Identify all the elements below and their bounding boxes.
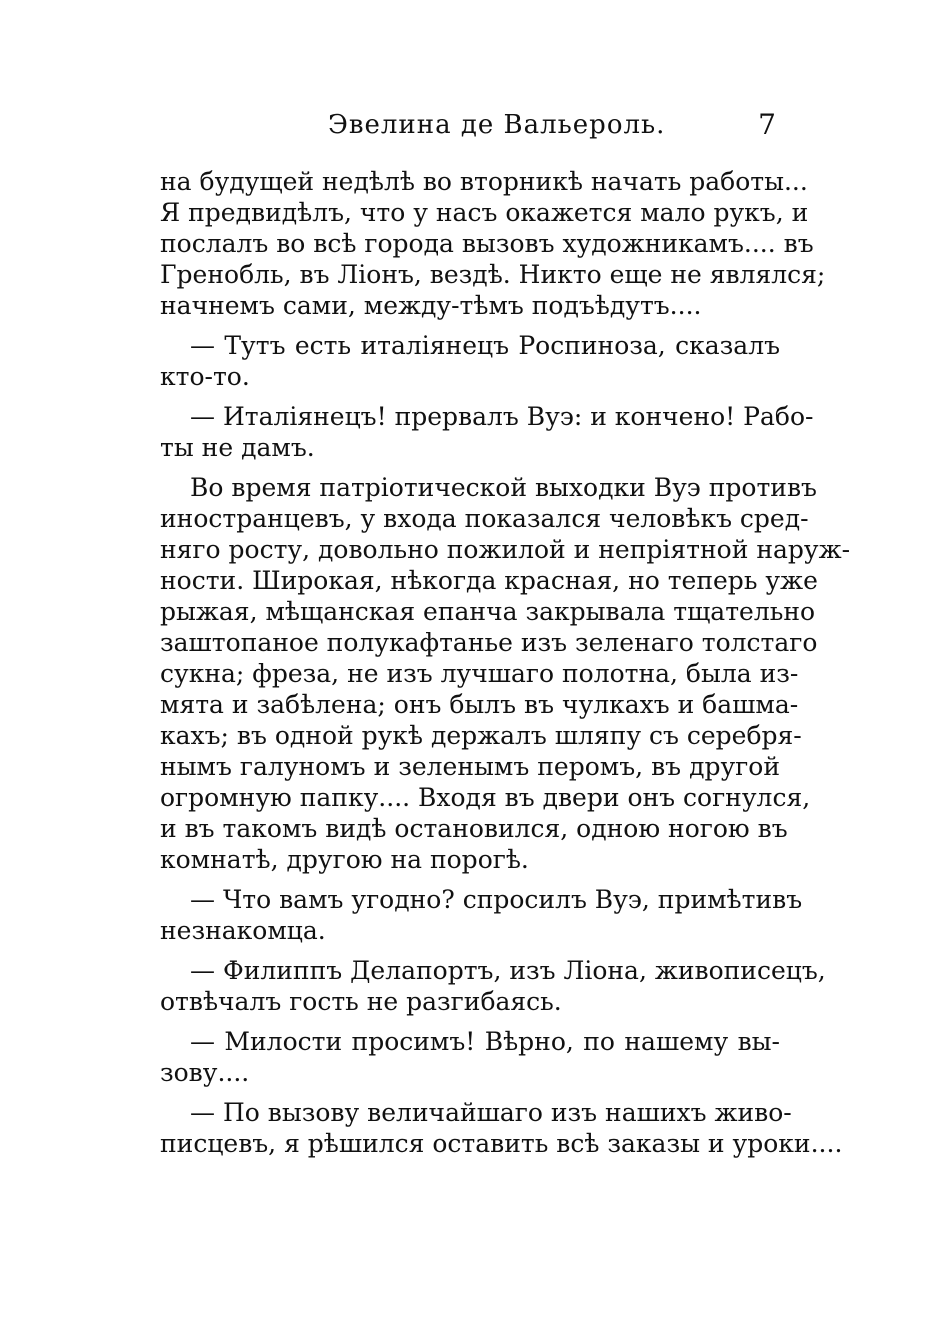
paragraph: [160, 472, 851, 875]
text-line: Во время патріотической выходки Вуэ противъ: [190, 473, 817, 502]
text-line: отвѣчалъ гость не разгибаясь.: [160, 987, 562, 1016]
text-line: — Милости просимъ! Вѣрно, по нашему вы-: [190, 1027, 780, 1056]
text-line: мята и забѣлена; онъ былъ въ чулкахъ и башма-: [160, 690, 799, 719]
page-number: 7: [758, 108, 776, 141]
text-line: начнемъ сами, между-тѣмъ подъѣдутъ....: [160, 291, 702, 320]
text-line: огромную папку.... Входя въ двери онъ согнулся,: [160, 783, 811, 812]
text-line: ности. Широкая, нѣкогда красная, но теперь уже: [160, 566, 818, 595]
text-line: кто-то.: [160, 362, 250, 391]
text-line: ты не дамъ.: [160, 433, 315, 462]
text-line: писцевъ, я рѣшился оставить всѣ заказы и уроки....: [160, 1129, 843, 1158]
paragraph: [160, 1026, 780, 1088]
text-line: на будущей недѣлѣ во вторникѣ начать работы...: [160, 167, 808, 196]
text-line: сукна; фреза, не изъ лучшаго полотна, была из-: [160, 659, 799, 688]
paragraph: [160, 401, 814, 463]
text-line: — Филиппъ Делапортъ, изъ Ліона, живописецъ,: [190, 956, 826, 985]
text-line: зову....: [160, 1058, 250, 1087]
text-line: — По вызову величайшаго изъ нашихъ живо-: [190, 1098, 792, 1127]
paragraph: [160, 955, 826, 1017]
text-line: Гренобль, въ Ліонъ, вездѣ. Никто еще не являлся;: [160, 260, 826, 289]
text-line: — Италіянецъ! прервалъ Вуэ: и кончено! Рабо-: [190, 402, 814, 431]
text-line: рыжая, мѣщанская епанча закрывала тщательно: [160, 597, 816, 626]
paragraph: [160, 166, 826, 321]
running-head: [160, 110, 780, 150]
text-line: няго росту, довольно пожилой и непріятной наруж-: [160, 535, 851, 564]
text-line: комнатѣ, другою на порогѣ.: [160, 845, 529, 874]
running-title: Эвелина де Вальероль.: [328, 110, 666, 140]
text-line: — Что вамъ угодно? спросилъ Вуэ, примѣтивъ: [190, 885, 803, 914]
text-line: — Тутъ есть италіянецъ Роспиноза, сказалъ: [190, 331, 780, 360]
paragraph: [160, 1097, 843, 1159]
text-line: нымъ галуномъ и зеленымъ перомъ, въ другой: [160, 752, 780, 781]
paragraph: [160, 330, 780, 392]
text-line: послалъ во всѣ города вызовъ художникамъ.... въ: [160, 229, 814, 258]
paragraph: [160, 884, 803, 946]
text-line: Я предвидѣлъ, что у насъ окажется мало рукъ, и: [160, 198, 809, 227]
text-line: иностранцевъ, у входа показался человѣкъ сред-: [160, 504, 809, 533]
text-line: и въ такомъ видѣ остановился, одною ногою въ: [160, 814, 788, 843]
text-line: кахъ; въ одной рукѣ держалъ шляпу съ серебря-: [160, 721, 802, 750]
text-line: незнакомца.: [160, 916, 326, 945]
text-line: заштопаное полукафтанье изъ зеленаго толстаго: [160, 628, 818, 657]
body-text: [160, 166, 851, 1168]
